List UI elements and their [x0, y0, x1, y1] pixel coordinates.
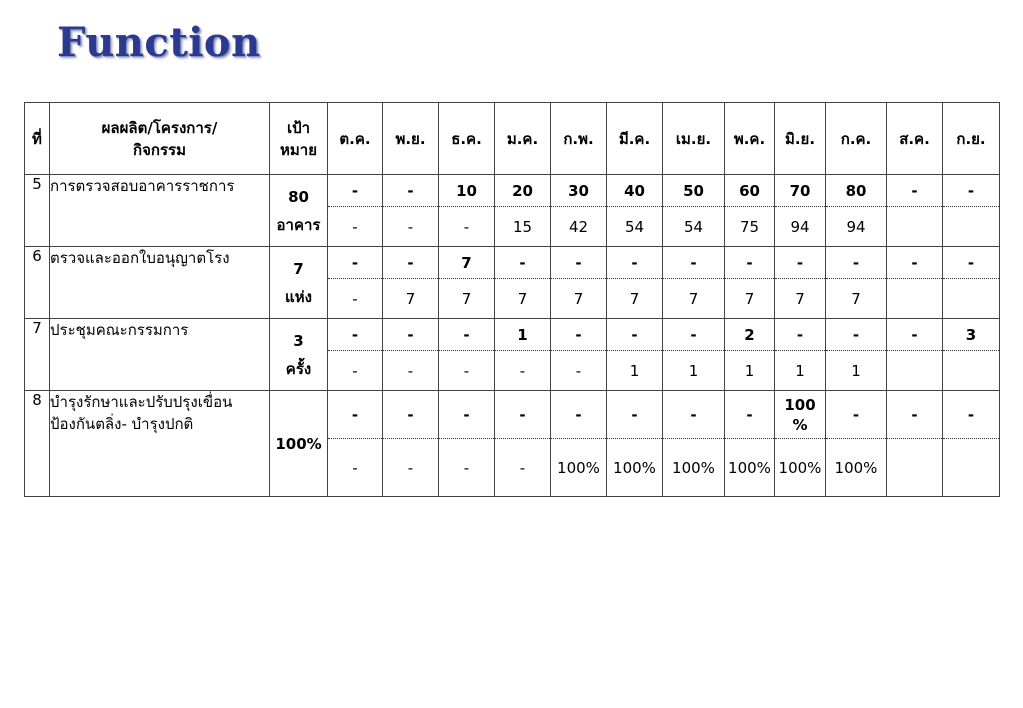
- actual-cell: -: [551, 351, 607, 391]
- row-number: 5: [25, 175, 50, 247]
- actual-cell: 7: [826, 279, 887, 319]
- plan-cell: -: [826, 247, 887, 279]
- plan-cell: 2: [725, 319, 775, 351]
- plan-cell: -: [439, 319, 495, 351]
- actual-cell: 7: [725, 279, 775, 319]
- plan-cell: 10: [439, 175, 495, 207]
- actual-cell: 7: [775, 279, 826, 319]
- header-no: ที่: [25, 103, 50, 175]
- header-month: มิ.ย.: [775, 103, 826, 175]
- plan-cell: -: [887, 175, 943, 207]
- plan-cell: -: [551, 391, 607, 439]
- plan-cell: 100 %: [775, 391, 826, 439]
- actual-cell: 7: [551, 279, 607, 319]
- actual-cell: -: [495, 439, 551, 497]
- actual-cell: -: [328, 207, 383, 247]
- actual-cell: -: [495, 351, 551, 391]
- plan-cell: -: [887, 319, 943, 351]
- plan-cell: 50: [663, 175, 725, 207]
- project-name: การตรวจสอบอาคารราชการ: [50, 175, 270, 247]
- actual-cell: 100%: [607, 439, 663, 497]
- actual-cell: [887, 439, 943, 497]
- plan-cell: -: [383, 391, 439, 439]
- plan-cell: -: [495, 391, 551, 439]
- plan-cell: -: [775, 319, 826, 351]
- plan-cell: -: [663, 247, 725, 279]
- plan-cell: -: [328, 319, 383, 351]
- actual-cell: [943, 279, 1000, 319]
- actual-cell: [943, 439, 1000, 497]
- plan-cell: -: [663, 319, 725, 351]
- plan-cell: -: [383, 247, 439, 279]
- plan-cell: -: [943, 391, 1000, 439]
- actual-cell: -: [383, 439, 439, 497]
- actual-cell: 75: [725, 207, 775, 247]
- actual-cell: 7: [663, 279, 725, 319]
- actual-cell: -: [328, 351, 383, 391]
- plan-cell: 60: [725, 175, 775, 207]
- header-month: เม.ย.: [663, 103, 725, 175]
- plan-cell: 30: [551, 175, 607, 207]
- plan-cell: -: [607, 319, 663, 351]
- plan-cell: -: [725, 247, 775, 279]
- plan-cell: -: [551, 247, 607, 279]
- plan-cell: -: [495, 247, 551, 279]
- target-value: 80 อาคาร: [270, 175, 328, 247]
- function-table: [24, 102, 1000, 497]
- actual-cell: [887, 279, 943, 319]
- actual-cell: -: [328, 279, 383, 319]
- header-month: มี.ค.: [607, 103, 663, 175]
- plan-cell: 20: [495, 175, 551, 207]
- project-name: บำรุงรักษาและปรับปรุงเขื่อน ป้องกันตลิ่ง- บำรุงปกติ: [50, 391, 270, 497]
- header-month: ส.ค.: [887, 103, 943, 175]
- plan-cell: -: [826, 391, 887, 439]
- plan-cell: 80: [826, 175, 887, 207]
- plan-cell: 1: [495, 319, 551, 351]
- target-value: 7 แห่ง: [270, 247, 328, 319]
- plan-cell: -: [383, 319, 439, 351]
- actual-cell: 54: [663, 207, 725, 247]
- plan-cell: -: [607, 391, 663, 439]
- actual-cell: [887, 351, 943, 391]
- target-value: 100%: [270, 391, 328, 497]
- actual-cell: [943, 207, 1000, 247]
- actual-cell: 1: [775, 351, 826, 391]
- plan-cell: -: [887, 391, 943, 439]
- header-product: ผลผลิต/โครงการ/ กิจกรรม: [50, 103, 270, 175]
- header-month: ธ.ค.: [439, 103, 495, 175]
- actual-cell: 100%: [826, 439, 887, 497]
- actual-cell: -: [439, 207, 495, 247]
- header-month: ต.ค.: [328, 103, 383, 175]
- plan-cell: 3: [943, 319, 1000, 351]
- plan-cell: -: [328, 175, 383, 207]
- plan-cell: 70: [775, 175, 826, 207]
- plan-cell: -: [328, 247, 383, 279]
- table-row: [25, 319, 1000, 351]
- plan-cell: -: [439, 391, 495, 439]
- actual-cell: 7: [495, 279, 551, 319]
- actual-cell: -: [439, 351, 495, 391]
- actual-cell: 15: [495, 207, 551, 247]
- actual-cell: 94: [775, 207, 826, 247]
- project-name: ตรวจและออกใบอนุญาตโรง: [50, 247, 270, 319]
- header-target: เป้า หมาย: [270, 103, 328, 175]
- actual-cell: [943, 351, 1000, 391]
- actual-cell: 7: [383, 279, 439, 319]
- actual-cell: 42: [551, 207, 607, 247]
- actual-cell: 7: [439, 279, 495, 319]
- actual-cell: 94: [826, 207, 887, 247]
- target-value: 3 ครั้ง: [270, 319, 328, 391]
- actual-cell: 100%: [725, 439, 775, 497]
- row-number: 6: [25, 247, 50, 319]
- project-name: ประชุมคณะกรรมการ: [50, 319, 270, 391]
- page-title: Function: [57, 19, 261, 66]
- header-month: ม.ค.: [495, 103, 551, 175]
- plan-cell: 40: [607, 175, 663, 207]
- plan-cell: -: [663, 391, 725, 439]
- plan-cell: -: [328, 391, 383, 439]
- actual-cell: -: [439, 439, 495, 497]
- table-row: [25, 247, 1000, 279]
- plan-cell: -: [383, 175, 439, 207]
- actual-cell: 54: [607, 207, 663, 247]
- actual-cell: 100%: [551, 439, 607, 497]
- header-month: ก.ค.: [826, 103, 887, 175]
- actual-cell: 100%: [663, 439, 725, 497]
- actual-cell: 100%: [775, 439, 826, 497]
- table-row: [25, 175, 1000, 207]
- table-row: [25, 391, 1000, 439]
- plan-cell: -: [607, 247, 663, 279]
- actual-cell: -: [383, 351, 439, 391]
- plan-cell: 7: [439, 247, 495, 279]
- actual-cell: 1: [826, 351, 887, 391]
- actual-cell: -: [383, 207, 439, 247]
- header-month: พ.ย.: [383, 103, 439, 175]
- header-month: พ.ค.: [725, 103, 775, 175]
- header-month: ก.พ.: [551, 103, 607, 175]
- plan-cell: -: [943, 247, 1000, 279]
- actual-cell: -: [328, 439, 383, 497]
- actual-cell: 1: [607, 351, 663, 391]
- plan-cell: -: [551, 319, 607, 351]
- header-month: ก.ย.: [943, 103, 1000, 175]
- actual-cell: [887, 207, 943, 247]
- actual-cell: 1: [663, 351, 725, 391]
- actual-cell: 1: [725, 351, 775, 391]
- row-number: 8: [25, 391, 50, 497]
- plan-cell: -: [943, 175, 1000, 207]
- header-row: [25, 103, 1000, 175]
- row-number: 7: [25, 319, 50, 391]
- actual-cell: 7: [607, 279, 663, 319]
- plan-cell: -: [826, 319, 887, 351]
- plan-cell: -: [775, 247, 826, 279]
- plan-cell: -: [725, 391, 775, 439]
- plan-cell: -: [887, 247, 943, 279]
